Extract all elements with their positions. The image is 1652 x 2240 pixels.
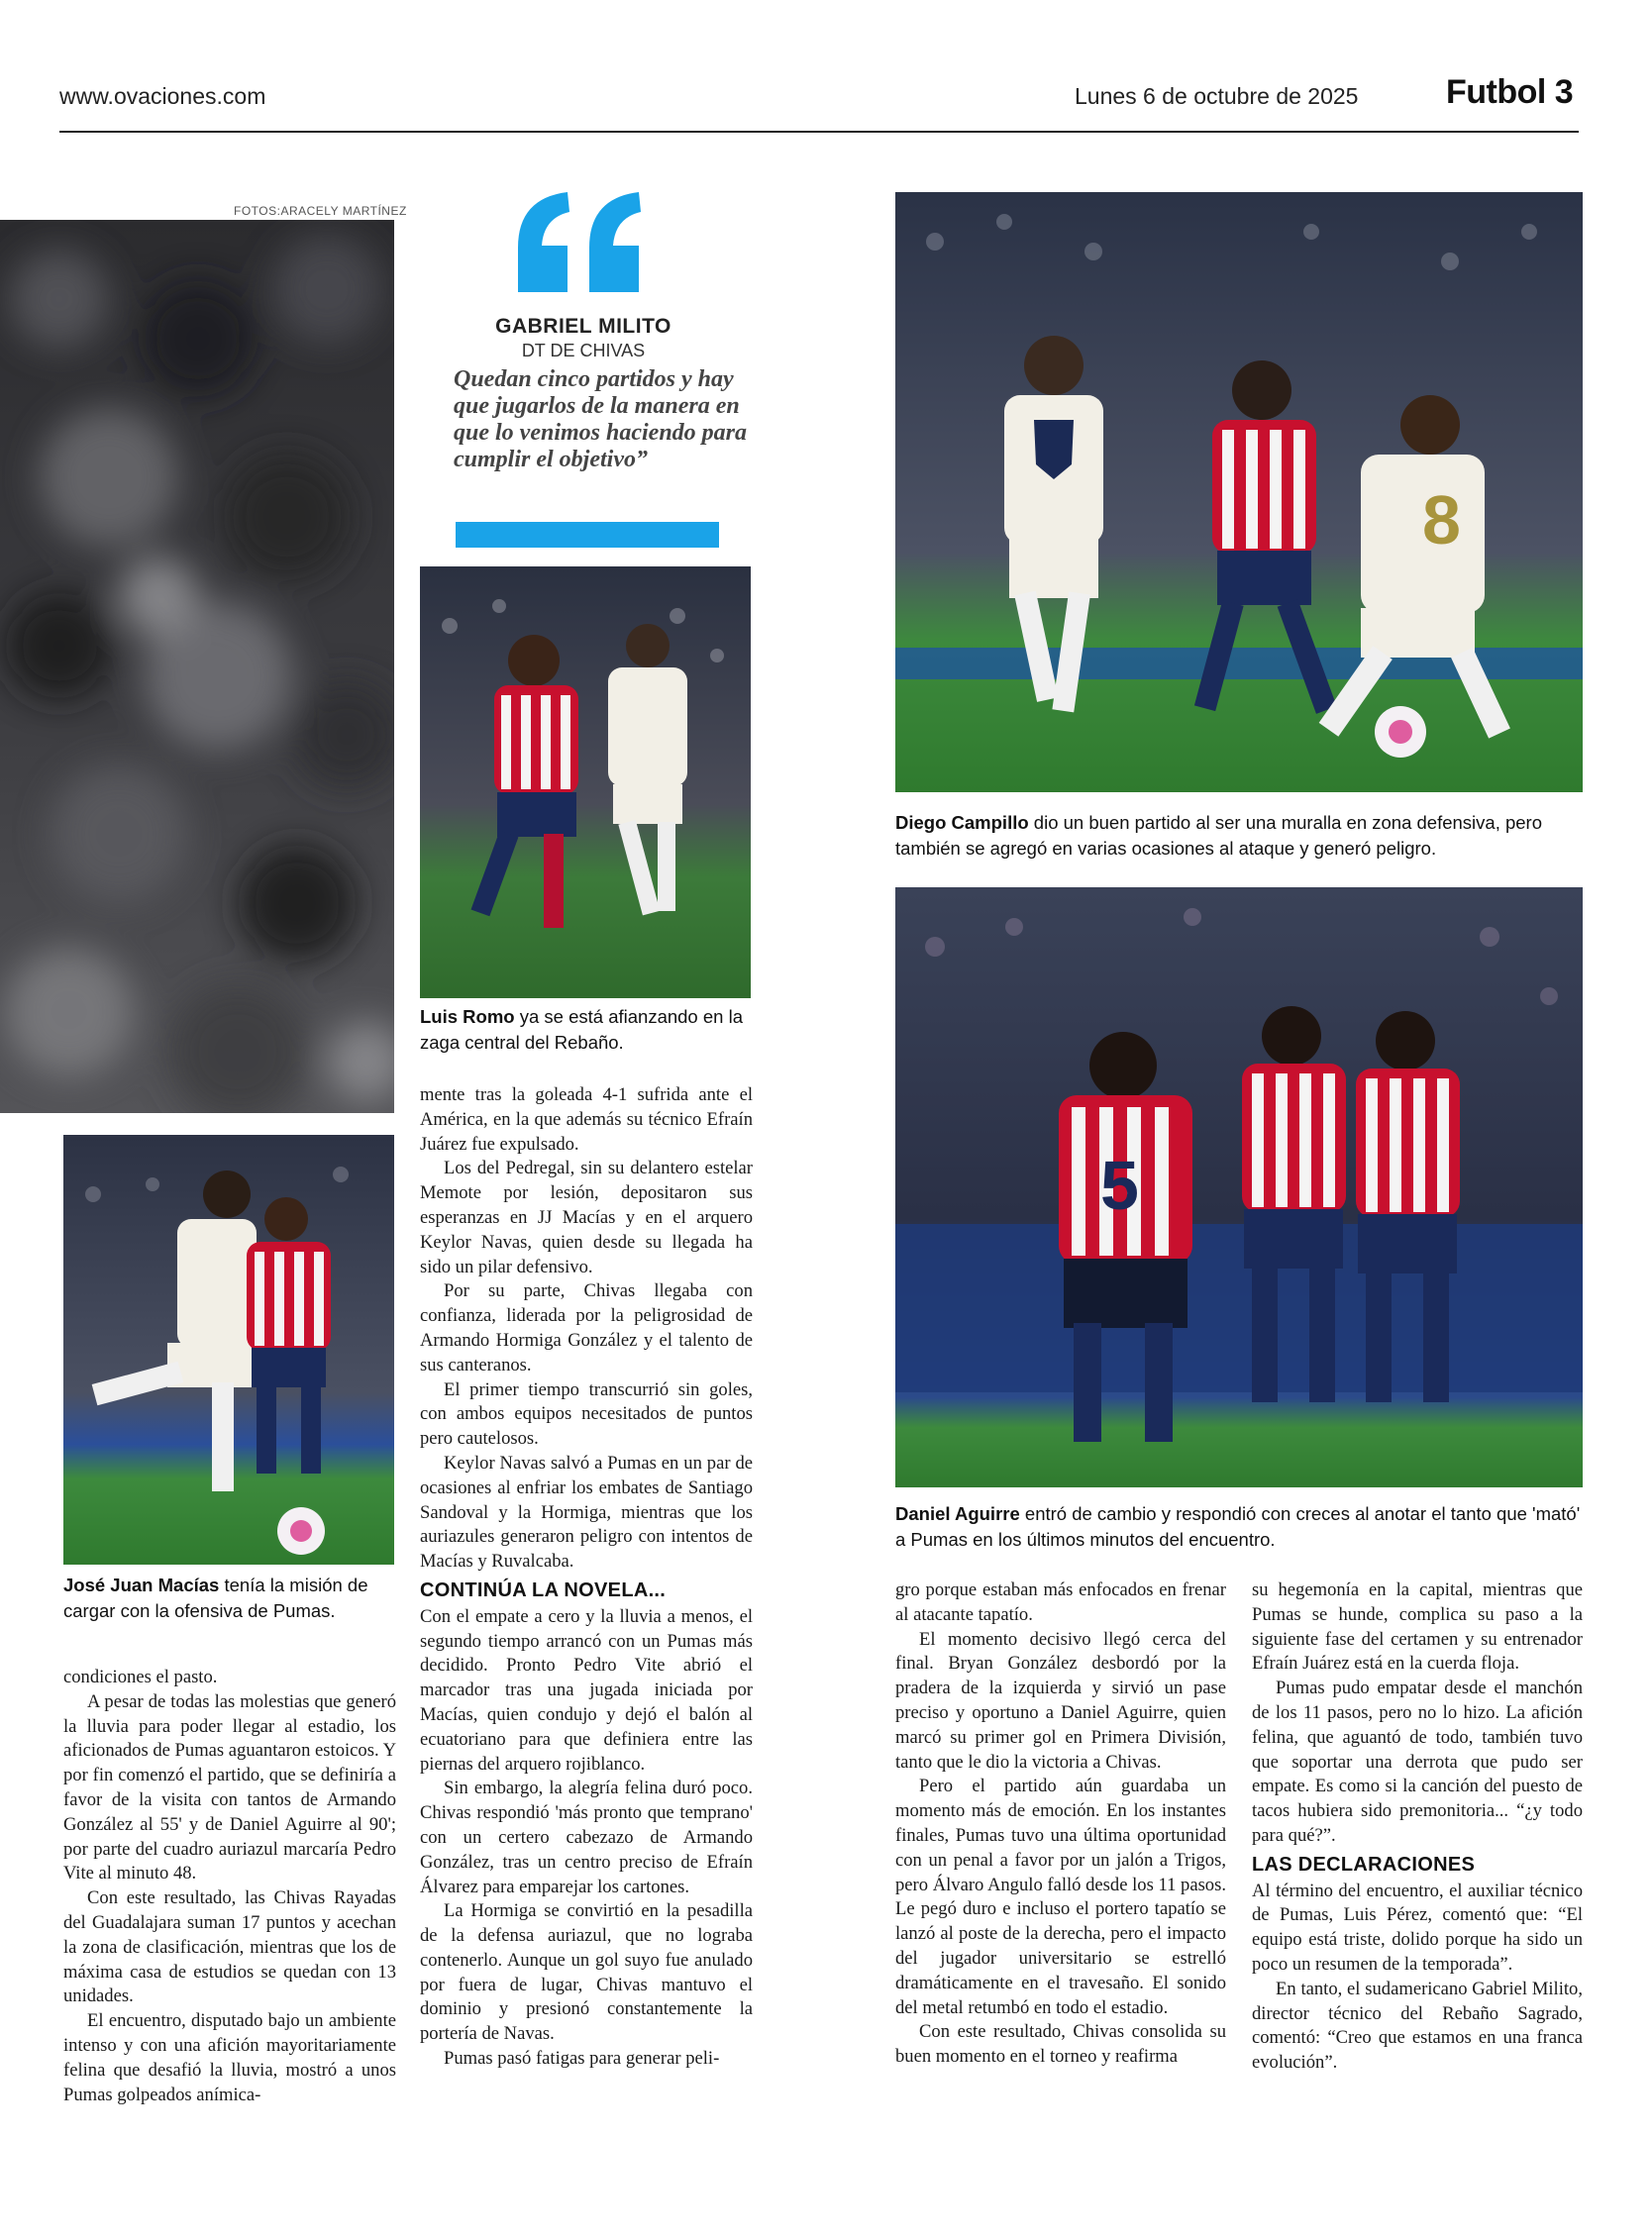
issue-date: Lunes 6 de octubre de 2025	[1075, 83, 1359, 109]
article-column-1	[63, 1666, 396, 2107]
paragraph: Pumas pasó fatigas para generar peli-	[444, 2048, 720, 2070]
romo-caption-name: Luis Romo	[420, 1006, 515, 1027]
quote-text: Quedan cinco partidos y hay que jugarlos de la manera en que lo venimos haciendo para cumplir el objetivo”	[454, 366, 748, 472]
campillo-photo	[895, 192, 1583, 792]
paragraph: Pumas pudo empatar desde el manchón de los 11 pasos, pero no lo hizo. La afición felina, que aguantó de todo, también tuvo que soportar una derrota que pudo ser empate. Es como si la canción del puesto de tacos hubiera sido premonitoria... “¿y todo para qué?”.	[1252, 1678, 1583, 1846]
paragraph: Keylor Navas salvó a Pumas en un par de ocasiones al enfriar los embates de Santiago Sandoval y la Hormiga, mientras que los auriazules generaron peligro con intentos de Macías y Ruvalcaba.	[420, 1452, 753, 1573]
paragraph: gro porque estaban más enfocados en frenar al atacante tapatío.	[895, 1579, 1226, 1625]
paragraph: mente tras la goleada 4-1 sufrida ante el América, en la que además su técnico Efraín Juárez fue expulsado.	[420, 1084, 753, 1155]
aguirre-caption-name: Daniel Aguirre	[895, 1503, 1020, 1524]
quote-author-role: DT DE CHIVAS	[521, 341, 646, 360]
svg-text:8: 8	[1422, 481, 1461, 559]
paragraph: Pero el partido aún guardaba un momento más de emoción. En los instantes finales, Pumas tuvo una última oportunidad con un penal a favor por un jalón a Trigos, pero Álvaro Angulo falló desde los 11 pasos. Le pegó duro e incluso el portero tapatío se lanzó al poste de la derecha, pero el impacto del jugador universitario se estrelló dramáticamente en el travesaño. El sonido del metal retumbó en todo el estadio.	[895, 1776, 1226, 2018]
romo-caption	[420, 1004, 757, 1056]
campillo-caption	[895, 810, 1589, 862]
campillo-caption-text: dio un buen partido al ser una muralla en zona defensiva, pero también se agregó en varias ocasiones al ataque y generó peligro.	[895, 812, 1542, 859]
subheading-continua: CONTINÚA LA NOVELA...	[420, 1578, 667, 1601]
aguirre-caption-text: entró de cambio y respondió con creces al anotar el tanto que 'mató' a Pumas en los últimos minutos del encuentro.	[895, 1503, 1581, 1550]
paragraph: Los del Pedregal, sin su delantero estelar Memote por lesión, depositaron sus esperanzas en JJ Macías y en el arquero Keylor Navas, quien desde su llegada ha sido un pilar defensivo.	[420, 1158, 753, 1277]
article-column-4	[1252, 1578, 1583, 2076]
paragraph: La Hormiga se convirtió en la pesadilla de la defensa auriazul, que no lograba contenerlo. Aunque un gol suyo fue anulado por fuera de lugar, Chivas mantuvo el dominio y presionó constantemente la portería de Navas.	[420, 1900, 753, 2045]
photo-credit: FOTOS:ARACELY MARTÍNEZ	[234, 204, 407, 218]
paragraph: Con este resultado, Chivas consolida su buen momento en el torneo y reafirma	[895, 2021, 1226, 2068]
paragraph: Al término del encuentro, el auxiliar técnico de Pumas, Luis Pérez, comentó que: “El equipo está triste, dolido porque ha sido un poco un resumen de la temporada”.	[1252, 1880, 1583, 1975]
paragraph: Con este resultado, las Chivas Rayadas del Guadalajara suman 17 puntos y acechan la zona de clasificación, mientras que los de máxima casa de estudios se quedan con 13 unidades.	[63, 1887, 396, 2007]
paragraph: Con el empate a cero y la lluvia a menos, el segundo tiempo arrancó con un Pumas más decidido. Pronto Pedro Vite abrió el marcador tras una jugada iniciada por Macías, quien condujo y dejó el balón al ecuatoriano para que definiera entre las piernas del arquero rojiblanco.	[420, 1605, 753, 1775]
campillo-caption-name: Diego Campillo	[895, 812, 1029, 833]
section-page-label: Futbol 3	[1446, 73, 1574, 111]
quote-author: GABRIEL MILITO	[495, 315, 671, 338]
paragraph: En tanto, el sudamericano Gabriel Milito, director técnico del Rebaño Sagrado, comentó: “Creo que estamos en una franca evolución”.	[1252, 1978, 1583, 2074]
header-rule	[59, 131, 1579, 133]
romo-caption-text: ya se está afianzando en la zaga central del Rebaño.	[420, 1006, 743, 1053]
paragraph: El primer tiempo transcurrió sin goles, con ambos equipos necesitados de puntos pero cautelosos.	[420, 1378, 753, 1450]
article-column-3	[895, 1578, 1226, 2070]
quote-accent-bar	[456, 522, 719, 548]
quote-mark-icon	[510, 188, 649, 297]
paragraph: Sin embargo, la alegría felina duró poco. Chivas respondió 'más pronto que temprano' con un certero cabezazo de Armando González, tras un centro preciso de Efraín Álvarez para emparejar los cartones.	[420, 1778, 753, 1897]
aguirre-photo	[895, 887, 1583, 1487]
macias-caption	[63, 1573, 400, 1624]
macias-photo	[63, 1135, 394, 1565]
site-url: www.ovaciones.com	[59, 83, 266, 109]
aguirre-caption	[895, 1501, 1589, 1553]
subheading-declaraciones: LAS DECLARACIONES	[1252, 1853, 1476, 1876]
paragraph: Por su parte, Chivas llegaba con confianza, liderada por la peligrosidad de Armando Hormiga González y el talento de sus canteranos.	[420, 1280, 753, 1375]
macias-caption-text: tenía la misión de cargar con la ofensiva de Pumas.	[63, 1575, 368, 1621]
svg-text:5: 5	[1100, 1147, 1139, 1224]
paragraph: su hegemonía en la capital, mientras que Pumas se hunde, complica su paso a la siguiente fase del certamen y su entrenador Efraín Juárez está en la cuerda floja.	[1252, 1579, 1583, 1675]
crowd-photo	[0, 220, 394, 1113]
romo-photo	[420, 566, 751, 998]
macias-caption-name: José Juan Macías	[63, 1575, 220, 1595]
article-column-2	[420, 1083, 753, 2072]
paragraph: El encuentro, disputado bajo un ambiente intenso y con una afición mayoritariamente felina que desafió la lluvia, mostró a unos Pumas golpeados anímica-	[63, 2010, 396, 2105]
paragraph: condiciones el pasto.	[63, 1667, 218, 1687]
paragraph: A pesar de todas las molestias que generó la lluvia para poder llegar al estadio, los aficionados de Pumas aguantaron estoicos. Y por fin comenzó el partido, que se definiría a favor de la visita con tantos de Armando González al 55' y de Daniel Aguirre al 90'; por parte del cuadro auriazul marcaría Pedro Vite al minuto 48.	[63, 1690, 396, 1884]
paragraph: El momento decisivo llegó cerca del final. Bryan González desbordó por la pradera de la izquierda y sirvió un pase preciso y oportuno a Daniel Aguirre, quien marcó su primer gol en Primera División, tanto que le dio la victoria a Chivas.	[895, 1628, 1226, 1773]
